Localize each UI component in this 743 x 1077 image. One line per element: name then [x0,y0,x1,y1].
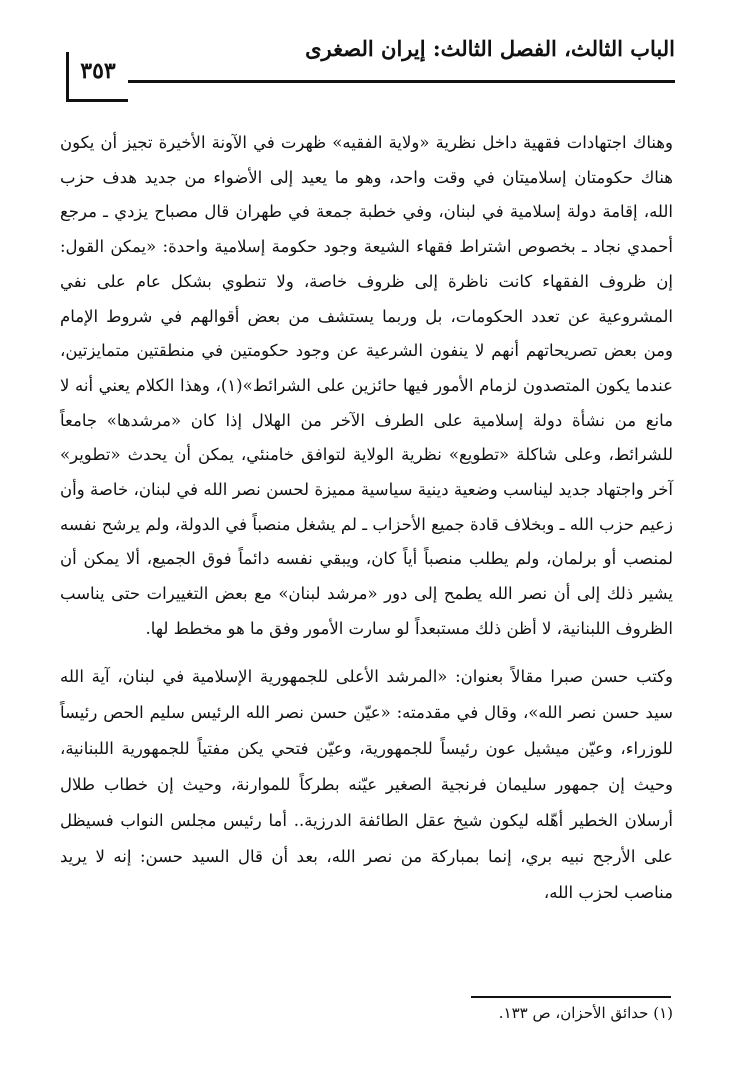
body-text [60,126,673,911]
page-number: ٣٥٣ [80,58,116,84]
paragraph: وهناك اجتهادات فقهية داخل نظرية «ولاية الفقيه» ظهرت في الآونة الأخيرة تجيز أن يكون هناك حكومتان إسلاميتان في وقت واحد، وهو ما يعيد إلى الأضواء من جديد هدف حزب الله، إقامة دولة إسلامية في لبنان، وفي خطبة جمعة في طهران قال مصباح يزدي ـ مرجع أحمدي نجاد ـ بخصوص اشتراط فقهاء الشيعة وجود حكومة إسلامية واحدة: «يمكن القول: إن ظروف الفقهاء كانت ناظرة إلى ظروف خاصة، ولا تنطوي بشكل عام على نفي المشروعية عن تعدد الحكومات، بل وربما يستشف من بعض أقوالهم في شروط الإمام ومن بعض تصريحاتهم أنهم لا ينفون الشرعية عن وجود حكومتين في منطقتين متمايزتين، عندما يكون المتصدون لزمام الأمور فيها حائزين على الشرائط»(١)، وهذا الكلام يعني أنه لا مانع من نشأة دولة إسلامية على الطرف الآخر من الهلال إذا كان «مرشدها» جامعاً للشرائط، وعلى شاكلة «تطويع» نظرية الولاية لتوافق خامنئي، يمكن أن يحدث «تطوير» آخر واجتهاد جديد ليناسب وضعية دينية سياسية مميزة لحسن نصر الله في لبنان، خاصة وأن زعيم حزب الله ـ وبخلاف قادة جميع الأحزاب ـ لم يشغل منصباً في الدولة، ولم يرشح نفسه لمنصب أو برلمان، ولم يطلب منصباً أياً كان، ويبقي نفسه دائماً فوق الجميع، ألا يمكن أن يشير ذلك إلى أن نصر الله يطمح إلى دور «مرشد لبنان» مع بعض التغييرات حتى يناسب الظروف اللبنانية، لا أظن ذلك مستبعداً لو سارت الأمور وفق ما هو مخطط لها. [60,133,673,638]
header-rule [128,80,675,83]
footnote-rule [471,996,671,998]
paragraph: وكتب حسن صبرا مقالاً بعنوان: «المرشد الأعلى للجمهورية الإسلامية في لبنان، آية الله سيد حسن نصر الله»، وقال في مقدمته: «عيّن حسن نصر الله الرئيس سليم الحص رئيساً للوزراء، وعيّن ميشيل عون رئيساً للجمهورية، وعيّن فتحي يكن مفتياً للجمهورية اللبنانية، وحيث إن جمهور سليمان فرنجية الصغير عيّنه بطركاً للموارنة، وحيث إن خطاب طلال أرسلان الخطير أهّله ليكون شيخ عقل الطائفة الدرزية.. أما رئيس مجلس النواب فسيظل على الأرجح نبيه بري، إنما بمباركة من نصر الله، بعد أن قال السيد حسن: إنه لا يريد مناصب لحزب الله، [60,666,673,902]
footnote: (١) حدائق الأحزان، ص ١٣٣. [498,1004,673,1022]
running-header: الباب الثالث، الفصل الثالث: إيران الصغرى [305,36,675,61]
